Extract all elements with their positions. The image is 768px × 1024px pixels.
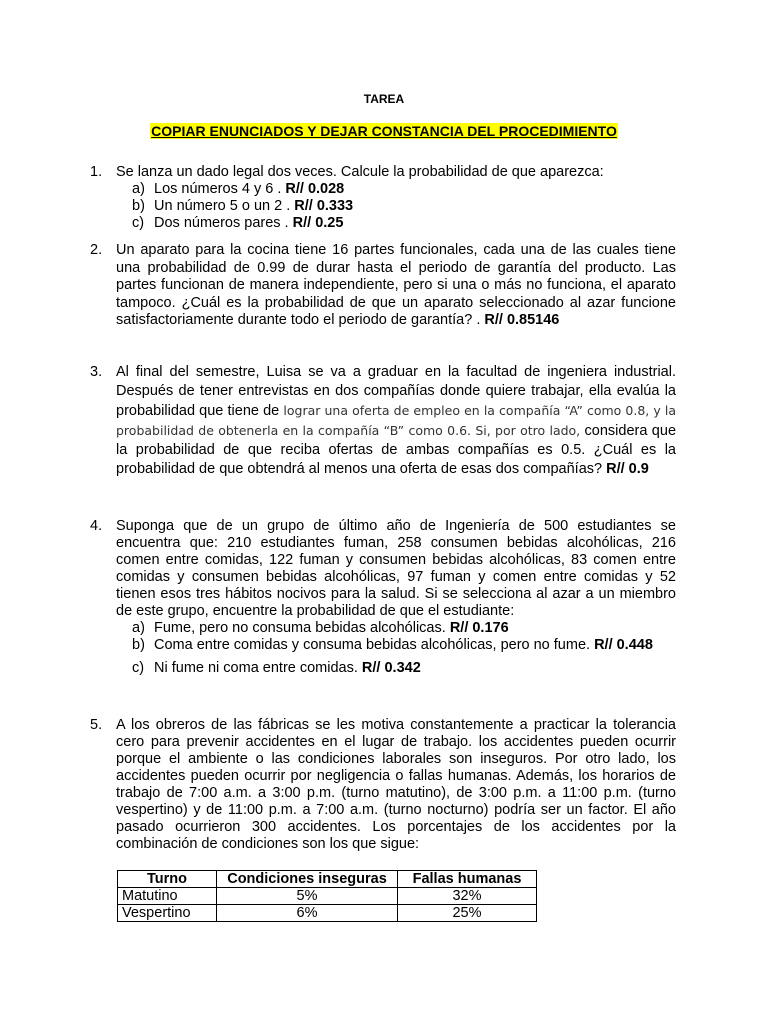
sub-item-letter: b) <box>132 637 145 653</box>
question-number: 1. <box>90 164 103 180</box>
answer-r: R <box>285 181 296 197</box>
sub-item-text: Un número 5 o un 2 . <box>154 198 295 214</box>
sub-item-letter: b) <box>132 198 145 214</box>
question-number: 5. <box>90 717 103 733</box>
accidents-table <box>117 870 537 922</box>
question-text: Se lanza un dado legal dos veces. Calcule la probabilidad de que aparezca: <box>116 164 604 180</box>
table-cell: Vespertino <box>118 905 217 922</box>
table-header-cell: Turno <box>118 871 217 888</box>
sub-item-text: Ni fume ni coma entre comidas. <box>154 660 362 676</box>
answer-value: 0.85146 <box>506 312 560 329</box>
answer-r: R// <box>361 660 381 676</box>
table-cell: Matutino <box>118 888 217 905</box>
answer-r: R// <box>594 637 613 653</box>
table-cell: 32% <box>398 888 537 905</box>
table-row <box>118 888 537 905</box>
question-5 <box>92 717 676 853</box>
question-text: Suponga que de un grupo de último año de Ingeniería de 500 estudiantes se encuentra que: 210 estudiantes fuman, 258 consumen bebidas alcohólicas, 216 comen entre comidas, 122 fuman y consumen bebidas alcohólicas, 83 comen entre comidas y consumen bebidas alcohólicas, 97 fuman y comen entre comidas y 52 tienen esos tres hábitos nocivos para la salud. Si se selecciona al azar a un miembro de este grupo, encuentre la probabilidad de que el estudiante: <box>116 518 676 619</box>
table-cell: 5% <box>217 888 398 905</box>
question-3 <box>92 363 676 479</box>
question-text: considera que la probabilidad de que reciba ofertas de ambas compañías es 0.5. ¿Cuál es la probabilidad de que obtendrá al menos una oferta de esas dos compañías? <box>116 423 677 477</box>
sub-item-letter: c) <box>132 660 145 676</box>
question-number: 4. <box>90 518 103 534</box>
sub-item <box>132 215 676 232</box>
table-row <box>118 905 537 922</box>
sub-item-text: Dos números pares . <box>154 215 293 231</box>
sub-item-letter: a) <box>132 620 145 636</box>
question-2 <box>92 242 676 330</box>
answer-r: R <box>292 215 304 231</box>
sub-item-text: Fume, pero no consuma bebidas alcohólicas. <box>154 620 450 636</box>
table-cell: 25% <box>398 905 537 922</box>
sub-item <box>132 198 676 215</box>
answer-value: 0.342 <box>380 660 421 676</box>
sub-item-text: Los números 4 y 6 . <box>154 181 286 197</box>
question-1 <box>92 164 676 232</box>
question-number: 3. <box>90 364 103 380</box>
table-header-cell: Fallas humanas <box>398 871 537 888</box>
question-text: A los obreros de las fábricas se les motiva constantemente a practicar la tolerancia cero para prevenir accidentes en el lugar de trabajo. los accidentes pueden ocurrir porque el ambiente o las condiciones laborales son inseguros. Por otro lado, los accidentes pueden ocurrir por negligencia o fallas humanas. Además, los horarios de trabajo de 7:00 a.m. a 3:00 p.m. (turno matutino), de 3:00 p.m. a 11:00 p.m. (turno vespertino) y de 11:00 p.m. a 7:00 a.m. (turno nocturno) podría ser un factor. El año pasado ocurrieron 300 accidentes. Los porcentajes de los accidentes por la combinación de condiciones son los que sigue: <box>116 717 676 852</box>
sub-item <box>132 620 676 637</box>
sub-item <box>132 637 676 654</box>
answer-value: // 0.028 <box>295 181 345 197</box>
sub-item-letter: a) <box>132 181 145 197</box>
table-header-cell: Condiciones inseguras <box>217 871 398 888</box>
sub-item <box>132 181 676 198</box>
sub-item-letter: c) <box>132 215 145 231</box>
answer-value: // 0.333 <box>304 198 354 214</box>
instruction-banner <box>0 123 768 141</box>
sub-item <box>132 660 676 677</box>
answer-r: R <box>294 198 305 214</box>
sub-item-text: Coma entre comidas y consuma bebidas alcohólicas, pero no fume. <box>154 637 595 653</box>
answer-value: // 0.25 <box>303 215 344 231</box>
document-title: TAREA <box>363 92 405 106</box>
question-4 <box>92 518 676 677</box>
question-text-alt-font: lograr una oferta de empleo en la compañía “A” como 0.8, y la probabilidad de obtenerla en la compañía “B” como 0.6. Si, por otro lado, <box>116 403 676 438</box>
question-text: Al final del semestre, Luisa se va a graduar en la facultad de ingeniera industrial. Después de tener entrevistas en dos compañías donde quiere trabajar, ella evalúa la probabilidad que tiene de <box>116 364 676 419</box>
question-text: Un aparato para la cocina tiene 16 partes funcionales, cada una de las cuales tiene una probabilidad de 0.99 de durar hasta el periodo de garantía del producto. Las partes funcionan de manera independiente, pero si una o más no funciona, el aparato tampoco. ¿Cuál es la probabilidad de que un aparato seleccionado al azar funcione satisfactoriamente durante todo el periodo de garantía? . <box>116 242 676 329</box>
table-header-row <box>118 871 537 888</box>
question-number: 2. <box>90 242 103 258</box>
answer-r: R// <box>606 461 625 477</box>
answer-value: 0.448 <box>612 637 653 653</box>
answer-r: R// <box>484 312 503 329</box>
table-cell: 6% <box>217 905 398 922</box>
answer-value: 0.9 <box>624 461 649 477</box>
answer-value: 0.176 <box>468 620 509 636</box>
answer-r: R// <box>449 620 469 636</box>
instruction-text: COPIAR ENUNCIADOS Y DEJAR CONSTANCIA DEL PROCEDIMIENTO <box>151 123 617 139</box>
